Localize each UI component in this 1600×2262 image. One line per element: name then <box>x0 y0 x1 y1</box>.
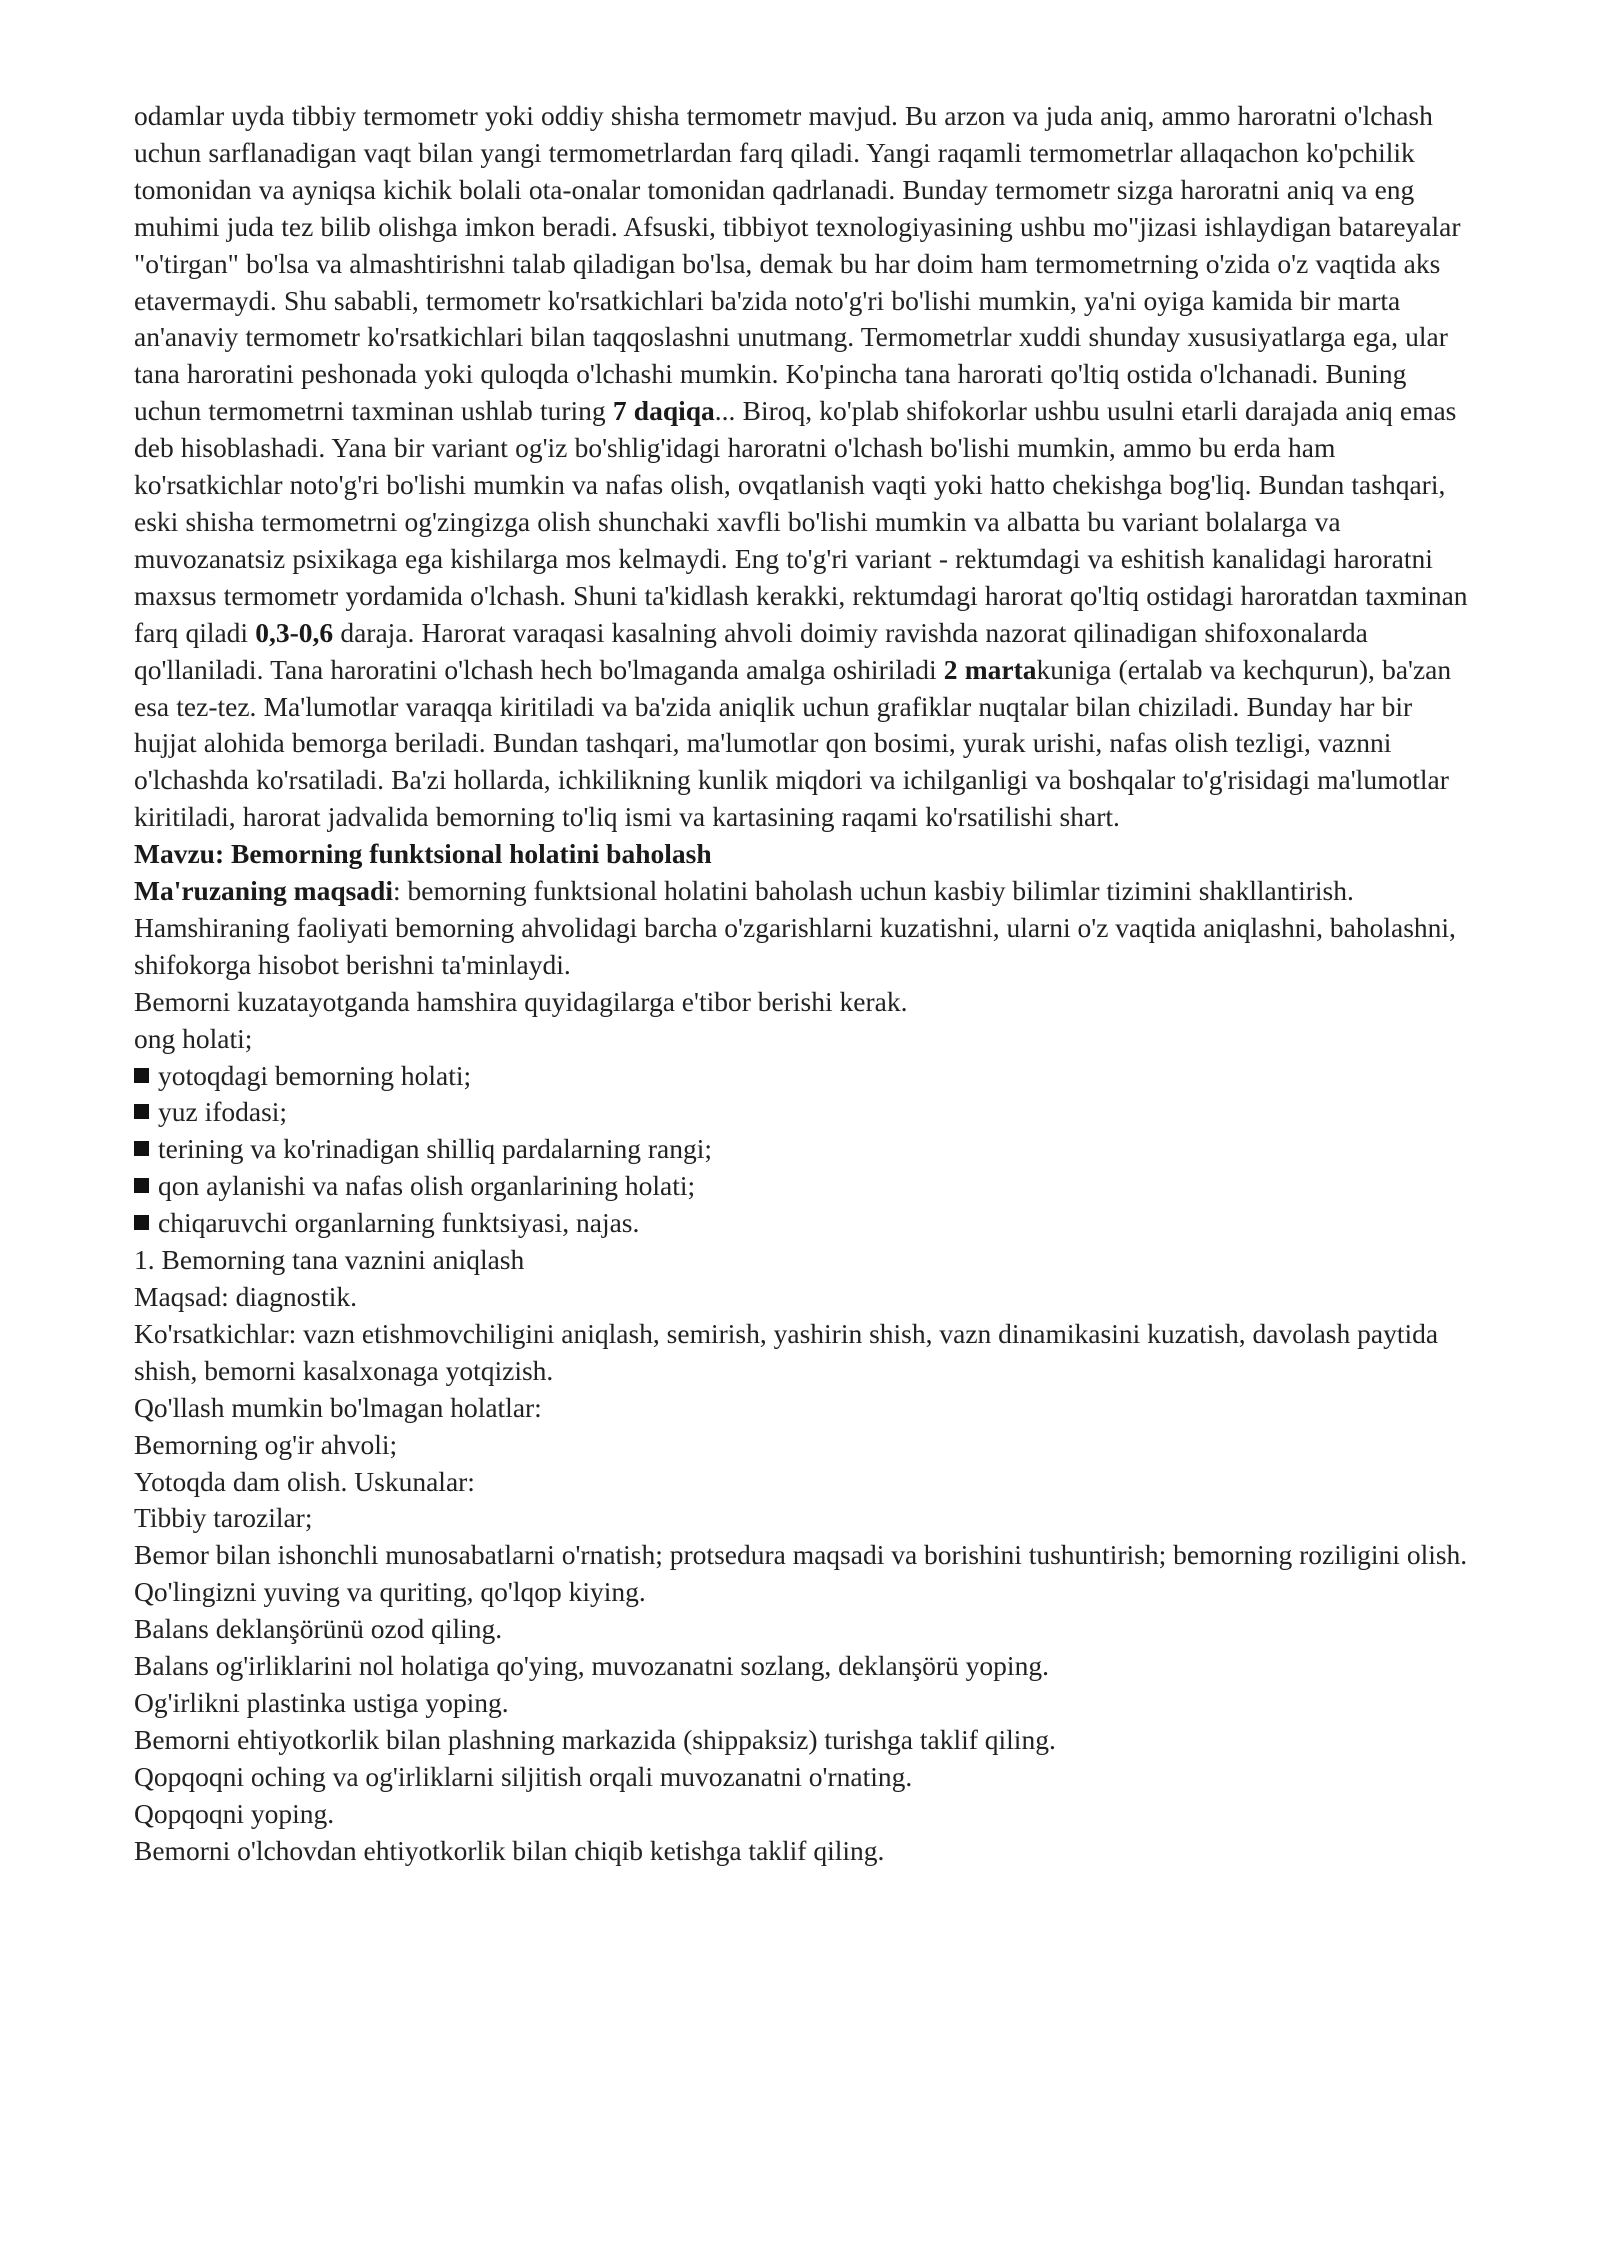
bullet-item: yotoqdagi bemorning holati; <box>134 1058 1474 1095</box>
lecture-goal-label: Ma'ruzaning maqsadi <box>134 875 393 907</box>
procedure-step: Bemorni ehtiyotkorlik bilan plashning markazida (shippaksiz) turishga taklif qiling. <box>134 1723 1056 1755</box>
intro-paragraph <box>134 98 1474 836</box>
bullet-item: yuz ifodasi; <box>134 1094 1474 1131</box>
intro-bold-range: 0,3-0,6 <box>255 616 334 648</box>
section-purpose: Maqsad: diagnostik. <box>134 1281 358 1312</box>
intro-bold-duration: 7 daqiqa <box>612 395 715 427</box>
observation-intro: Bemorni kuzatayotganda hamshira quyidagilarga e'tibor berishi kerak. <box>134 985 908 1017</box>
procedure-step: Bemorni o'lchovdan ehtiyotkorlik bilan chiqib ketishga taklif qiling. <box>134 1834 885 1866</box>
intro-text-1: odamlar uyda tibbiy termometr yoki oddiy shisha termometr mavjud. Bu arzon va juda aniq, ammo haroratni o'lchash uchun sarflanadigan vaqt bilan yangi termometrlardan farq qiladi. Yangi raqamli termometrlar allaqachon ko'pchilik tomonidan va ayniqsa kichik bolali ota-onalar tomonidan qadrlanadi. Bunday termometr sizga haroratni aniq va eng muhimi juda tez bilib olishga imkon beradi. Afsuski, tibbiyot texnologiyasining ushbu mo"jizasi ishlaydigan batareyalar "o'tirgan" bo'lsa va almashtirishni talab qiladigan bo'lsa, demak bu har doim ham termometrning o'zida o'z vaqtida aks etavermaydi. Shu sababli, termometr ko'rsatkichlari ba'zida noto'g'ri bo'lishi mumkin, ya'ni oyiga kamida bir marta an'anaviy termometr ko'rsatkichlari bilan taqqoslashni unutmang. Termometrlar xuddi shunday xususiyatlarga ega, ular tana haroratini peshonada yoki quloqda o'lchashi mumkin. Ko'pincha tana harorati qo'ltiq ostida o'lchanadi. Buning uchun termometrni taxminan ushlab turing <box>134 100 1461 427</box>
intro-bold-count: 2 marta <box>943 653 1037 685</box>
equipment-item: Tibbiy tarozilar; <box>134 1502 313 1534</box>
procedure-step: Balans og'irliklarini nol holatiga qo'ying, muvozanatni sozlang, deklanşörü yoping. <box>134 1650 1049 1682</box>
intro-text-2: ... Biroq, ko'plab shifokorlar ushbu usulni etarli darajada aniq emas deb hisoblashadi. Yana bir variant og'iz bo'shlig'idagi haroratni o'lchash bo'lishi mumkin, ammo bu erda ham ko'rsatkichlar noto'g'ri bo'lishi mumkin va nafas olish, ovqatlanish vaqti yoki hatto chekishga bog'liq. Bundan tashqari, eski shisha termometrni og'zingizga olish shunchaki xavfli bo'lishi mumkin va albatta bu variant bolalarga va muvozanatsiz psixikaga ega kishilarga mos kelmaydi. Eng to'g'ri variant - rektumdagi va eshitish kanalidagi haroratni maxsus termometr yordamida o'lchash. Shuni ta'kidlash kerakki, rektumdagi harorat qo'ltiq ostidagi haroratdan taxminan farq qiladi <box>134 395 1468 648</box>
contraindication-item: Yotoqda dam olish. Uskunalar: <box>134 1465 475 1497</box>
document-page <box>134 98 1474 1870</box>
procedure-step: Bemor bilan ishonchli munosabatlarni o'rnatish; protsedura maqsadi va borishini tushuntirish; bemorning roziligini olish. <box>134 1539 1468 1571</box>
intro-text-4: kuniga (ertalab va kechqurun), ba'zan esa tez-tez. Ma'lumotlar varaqqa kiritiladi va ba'zida aniqlik uchun grafiklar nuqtalar bilan chiziladi. Bunday har bir hujjat alohida bemorga beriladi. Bundan tashqari, ma'lumotlar qon bosimi, yurak urishi, nafas olish tezligi, vaznni o'lchashda ko'rsatiladi. Ba'zi hollarda, ichkilikning kunlik miqdori va ichilganligi va boshqalar to'g'risidagi ma'lumotlar kiritiladi, harorat jadvalida bemorning to'liq ismi va kartasining raqami ko'rsatilishi shart. <box>134 653 1452 833</box>
intro-text-3: daraja. Harorat varaqasi kasalning ahvoli doimiy ravishda nazorat qilinadigan shifoxonalarda qo'llaniladi. Tana haroratini o'lchash hech bo'lmaganda amalga oshiriladi <box>134 616 1368 685</box>
contraindications-title: Qo'llash mumkin bo'lmagan holatlar: <box>134 1391 542 1423</box>
procedure-step: Og'irlikni plastinka ustiga yoping. <box>134 1686 509 1718</box>
procedure-step: Qopqoqni oching va og'irliklarni siljitish orqali muvozanatni o'rnating. <box>134 1760 913 1792</box>
lecture-goal <box>134 873 1474 910</box>
procedure-step: Qo'lingizni yuving va quriting, qo'lqop kiying. <box>134 1576 646 1608</box>
observation-item-consciousness: ong holati; <box>134 1022 253 1054</box>
square-bullet-icon <box>134 1068 149 1083</box>
nurse-activity: Hamshiraning faoliyati bemorning ahvolidagi barcha o'zgarishlarni kuzatishni, ularni o'z vaqtida aniqlashni, baholashni, shifokorga hisobot berishni ta'minlaydi. <box>134 911 1456 980</box>
contraindication-item: Bemorning og'ir ahvoli; <box>134 1428 398 1460</box>
section-indications: Ko'rsatkichlar: vazn etishmovchiligini aniqlash, semirish, yashirin shish, vazn dinamikasini kuzatish, davolash paytida shish, bemorni kasalxonaga yotqizish. <box>134 1317 1439 1386</box>
bullet-item: terining va ko'rinadigan shilliq pardalarning rangi; <box>134 1131 1474 1168</box>
square-bullet-icon <box>134 1178 149 1193</box>
bullet-item: chiqaruvchi organlarning funktsiyasi, najas. <box>134 1205 1474 1242</box>
procedure-step: Qopqoqni yoping. <box>134 1797 335 1829</box>
procedure-step: Balans deklanşörünü ozod qiling. <box>134 1613 503 1645</box>
square-bullet-icon <box>134 1215 149 1230</box>
square-bullet-icon <box>134 1104 149 1119</box>
square-bullet-icon <box>134 1141 149 1156</box>
topic-heading: Mavzu: Bemorning funktsional holatini baholash <box>134 838 712 870</box>
lecture-goal-text: : bemorning funktsional holatini baholash uchun kasbiy bilimlar tizimini shakllantirish. <box>393 875 1354 907</box>
bullet-item: qon aylanishi va nafas olish organlarining holati; <box>134 1168 1474 1205</box>
section-title: 1. Bemorning tana vaznini aniqlash <box>134 1244 525 1276</box>
